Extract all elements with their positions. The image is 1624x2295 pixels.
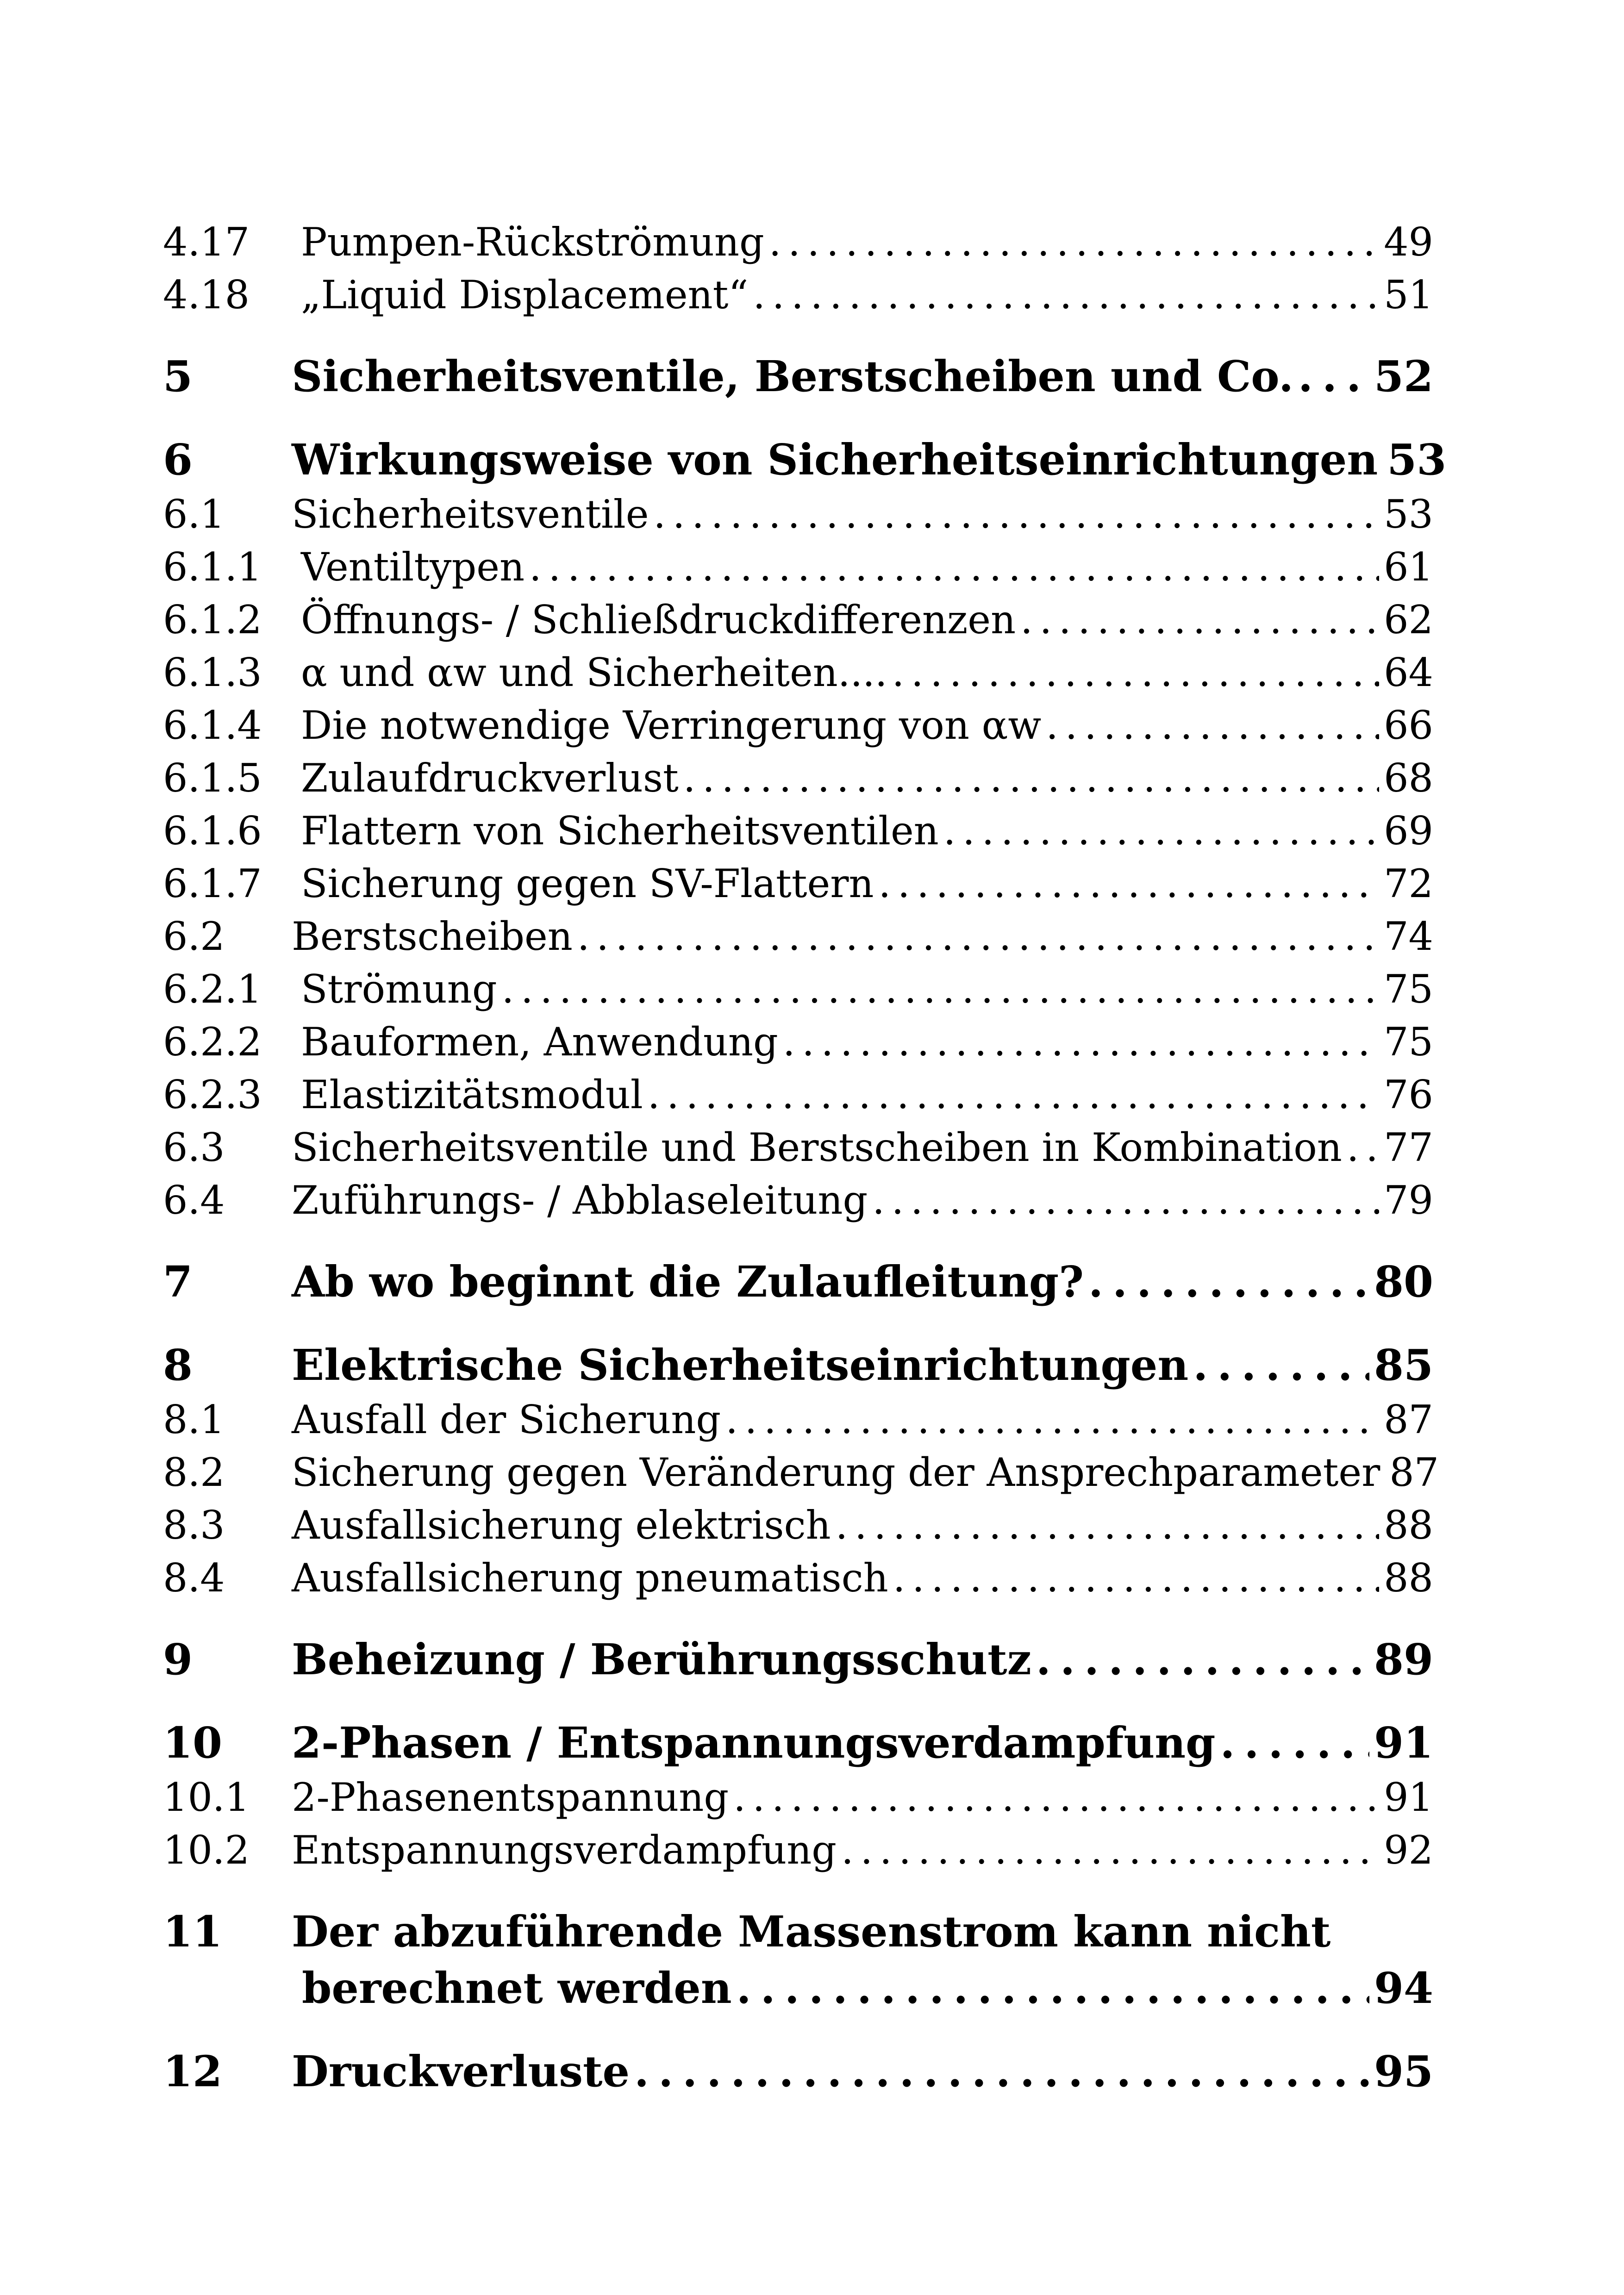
entry-number: 8.1 [163,1397,225,1442]
entry-number: 6.3 [163,1125,225,1170]
dot-leader [1088,1254,1369,1310]
entry-title: „Liquid Displacement“ [301,272,749,318]
entry-page: 61 [1384,544,1433,590]
entry-page: 79 [1384,1178,1433,1223]
entry-title: Ausfall der Sicherung [292,1397,721,1442]
entry-title: Elektrische Sicherheitseinrichtungen [292,1340,1189,1390]
entry-number: 10.2 [163,1827,250,1873]
entry-page: 88 [1384,1503,1433,1548]
toc-entry-10-2[interactable] [163,1824,1433,1877]
toc-entry-11-line-2 [163,1960,1433,2016]
toc-entry-8-4[interactable] [163,1552,1433,1604]
entry-number: 6.2.1 [163,967,262,1012]
entry-title: Die notwendige Verringerung von αw [301,703,1042,748]
entry-number: 6.2.2 [163,1019,262,1065]
entry-page: 80 [1374,1257,1433,1307]
dot-leader [1298,348,1369,405]
dot-leader [943,804,1379,857]
dot-leader [1020,593,1379,646]
entry-page: 75 [1384,1019,1433,1065]
dot-leader [893,1552,1379,1604]
entry-number: 6.1 [163,492,225,537]
entry-number: 6.1.5 [163,755,262,801]
entry-title: Pumpen-Rückströmung [301,219,764,265]
toc-entry-7[interactable] [163,1254,1433,1310]
table-of-contents [163,216,1447,2100]
entry-number: 8.4 [163,1555,225,1601]
entry-number: 8 [163,1340,193,1390]
entry-page: 52 [1374,351,1433,401]
toc-entry-6-2-1[interactable] [163,963,1433,1016]
toc-entry-6-1-3[interactable] [163,646,1433,699]
entry-page: 64 [1384,650,1433,695]
toc-entry-6-3[interactable] [163,1121,1433,1174]
toc-entry-6-2-3[interactable] [163,1068,1433,1121]
toc-entry-6[interactable] [163,431,1447,488]
toc-entry-6-2-2[interactable] [163,1016,1433,1068]
toc-entry-8-1[interactable] [163,1393,1433,1446]
toc-entry-6-1-6[interactable] [163,804,1433,857]
entry-page: 87 [1384,1397,1433,1442]
entry-title: Ausfallsicherung pneumatisch [292,1555,888,1601]
entry-title: Bauformen, Anwendung [301,1019,778,1065]
dot-leader [836,1499,1379,1552]
entry-page: 53 [1387,435,1447,485]
entry-title: 2-Phasen / Entspannungsverdampfung [292,1718,1216,1768]
entry-title: Zuführungs- / Abblaseleitung [292,1178,868,1223]
entry-title: Ventiltypen [301,544,525,590]
entry-page: 89 [1374,1634,1433,1684]
entry-number: 5 [163,351,193,401]
toc-entry-6-4[interactable] [163,1174,1433,1227]
entry-title: Wirkungsweise von Sicherheitseinrichtungen [292,435,1378,485]
toc-entry-10-1[interactable] [163,1771,1433,1824]
entry-page: 92 [1384,1827,1433,1873]
toc-entry-9[interactable] [163,1631,1433,1688]
toc-entry-6-1-5[interactable] [163,752,1433,804]
toc-entry-5[interactable] [163,348,1433,405]
entry-page: 95 [1374,2046,1433,2096]
entry-title: 2-Phasenentspannung [292,1775,729,1820]
toc-entry-4-17[interactable] [163,216,1433,268]
entry-page: 72 [1384,861,1433,906]
dot-leader [529,541,1379,593]
entry-page: 62 [1384,597,1433,642]
entry-title: Sicherheitsventile, Berstscheiben und Co. [292,351,1293,401]
entry-title: Sicherheitsventile [292,492,649,537]
toc-entry-10[interactable] [163,1715,1433,1771]
entry-number: 6.1.2 [163,597,262,642]
dot-leader [1347,1121,1379,1174]
entry-number: 6.1.4 [163,703,262,748]
toc-entry-6-1[interactable] [163,488,1433,541]
entry-number: 6.2 [163,914,225,959]
entry-number: 6.4 [163,1178,225,1223]
entry-page: 77 [1384,1125,1433,1170]
entry-number: 6 [163,435,193,485]
dot-leader [648,1068,1379,1121]
entry-title: Ausfallsicherung elektrisch [292,1503,831,1548]
entry-title: Sicherung gegen SV-Flattern [301,861,874,906]
toc-entry-4-18[interactable] [163,268,1433,321]
toc-entry-11[interactable] [163,1903,1433,2016]
dot-leader [733,1771,1379,1824]
toc-entry-6-1-1[interactable] [163,541,1433,593]
dot-leader [783,1016,1379,1068]
dot-leader [892,646,1380,699]
entry-page: 74 [1384,914,1433,959]
dot-leader [1193,1337,1369,1393]
dot-leader [753,268,1379,321]
entry-page: 91 [1384,1775,1433,1820]
dot-leader [1220,1715,1369,1771]
entry-page: 69 [1384,808,1433,854]
entry-number: 8.3 [163,1503,225,1548]
toc-entry-6-1-7[interactable] [163,857,1433,910]
entry-number: 6.1.1 [163,544,262,590]
toc-entry-6-1-2[interactable] [163,593,1433,646]
entry-number: 9 [163,1634,193,1684]
entry-page: 88 [1384,1555,1433,1601]
dot-leader [725,1393,1379,1446]
entry-number: 6.1.3 [163,650,262,695]
entry-title: Druckverluste [292,2046,630,2096]
entry-number: 6.1.6 [163,808,262,854]
entry-title-continuation: berechnet werden [302,1963,732,2013]
dot-leader [1046,699,1379,752]
entry-number: 7 [163,1257,193,1307]
entry-number: 8.2 [163,1450,225,1495]
entry-page: 85 [1374,1340,1433,1390]
entry-title: Elastizitätsmodul [301,1072,643,1117]
dot-leader [1036,1631,1369,1688]
dot-leader [769,216,1379,268]
dot-leader [577,910,1379,963]
entry-number: 6.1.7 [163,861,262,906]
dot-leader [683,752,1379,804]
dot-leader [878,857,1379,910]
entry-page: 49 [1384,219,1433,265]
toc-entry-8-2[interactable] [163,1446,1439,1499]
entry-number: 4.17 [163,219,250,265]
entry-number: 12 [163,2046,223,2096]
entry-page: 76 [1384,1072,1433,1117]
entry-title: Der abzuführende Massenstrom kann nicht [292,1907,1331,1957]
entry-page: 87 [1389,1450,1439,1495]
entry-title: Berstscheiben [292,914,573,959]
entry-page: 66 [1384,703,1433,748]
entry-number: 6.2.3 [163,1072,262,1117]
entry-page: 68 [1384,755,1433,801]
entry-page: 53 [1384,492,1433,537]
toc-entry-6-1-4[interactable] [163,699,1433,752]
dot-leader [872,1174,1379,1227]
dot-leader [502,963,1379,1016]
entry-title: Sicherheitsventile und Berstscheiben in Kombination [292,1125,1342,1170]
entry-title: Beheizung / Berührungsschutz [292,1634,1031,1684]
toc-entry-8-3[interactable] [163,1499,1433,1552]
entry-title: Sicherung gegen Veränderung der Ansprechparameter [292,1450,1380,1495]
entry-title: Entspannungsverdampfung [292,1827,837,1873]
toc-entry-6-2[interactable] [163,910,1433,963]
entry-title: Strömung [301,967,497,1012]
toc-entry-12[interactable] [163,2043,1433,2100]
entry-title: Zulaufdruckverlust [301,755,679,801]
entry-title: Öffnungs- / Schließdruckdifferenzen [301,597,1016,642]
entry-number: 10 [163,1718,223,1768]
entry-number: 4.18 [163,272,250,318]
entry-page: 94 [1374,1963,1433,2013]
entry-number: 11 [163,1907,223,1957]
dot-leader [841,1824,1379,1877]
toc-entry-11-line-1 [163,1903,1433,1960]
entry-page: 91 [1374,1718,1433,1768]
dot-leader [737,1960,1369,2016]
toc-entry-8[interactable] [163,1337,1433,1393]
entry-title: Flattern von Sicherheitsventilen [301,808,939,854]
entry-page: 75 [1384,967,1433,1012]
entry-title: α und αw und Sicherheiten.... [301,650,887,695]
entry-number: 10.1 [163,1775,250,1820]
entry-page: 51 [1384,272,1433,318]
dot-leader [653,488,1379,541]
dot-leader [634,2043,1369,2100]
entry-title: Ab wo beginnt die Zulaufleitung? [292,1257,1084,1307]
